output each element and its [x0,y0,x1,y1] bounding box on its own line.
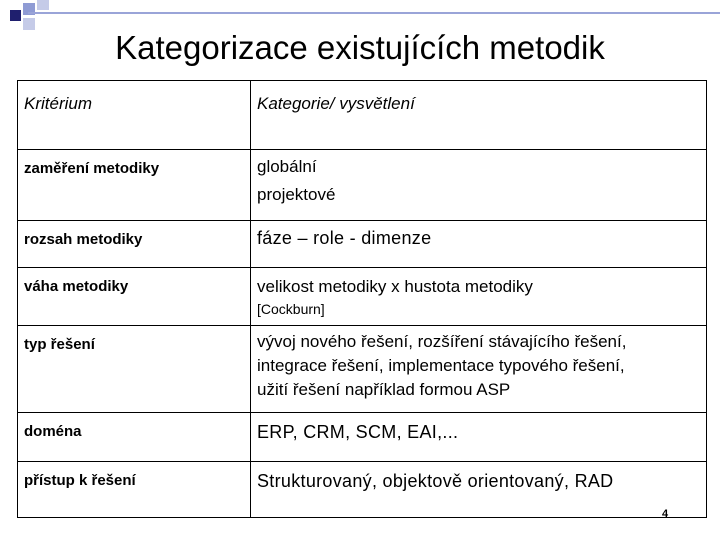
table-row [18,221,707,268]
criterion-label: rozsah metodiky [24,231,143,248]
table-row [18,268,707,326]
category-line: ERP, CRM, SCM, EAI,... [257,422,459,442]
header-criterion: Kritérium [18,81,251,150]
criterion-cell [18,462,251,518]
table-header-row [18,81,707,150]
criterion-label: typ řešení [24,336,95,353]
table-row [18,462,707,518]
category-note: [Cockburn] [257,301,325,317]
header-category: Kategorie/ vysvětlení [251,81,707,150]
category-line: užití řešení například formou ASP [257,380,511,399]
category-line: velikost metodiky x hustota metodiky [257,277,533,296]
category-cell [251,150,707,221]
criterion-label: přístup k řešení [24,472,136,489]
category-cell [251,268,707,326]
criterion-cell [18,268,251,326]
criterion-label: doména [24,423,82,440]
category-line: fáze – role - dimenze [257,228,432,248]
category-cell [251,462,707,518]
header-rule [28,12,720,14]
page-number: 4 [662,508,669,520]
category-line: projektové [257,185,336,204]
decor-square-dark [10,10,21,21]
criteria-table [17,80,707,518]
slide-title: Kategorizace existujících metodik [115,29,605,66]
category-cell [251,326,707,413]
category-line: integrace řešení, implementace typového řešení, [257,356,625,375]
category-line: vývoj nového řešení, rozšíření stávajícího řešení, [257,332,627,351]
decor-square-light [37,0,49,10]
criterion-cell [18,150,251,221]
criterion-label: váha metodiky [24,278,129,295]
criterion-cell [18,326,251,413]
category-line: globální [257,157,317,176]
category-line: Strukturovaný, objektově orientovaný, RAD [257,471,614,491]
table-row [18,150,707,221]
category-cell [251,221,707,268]
criterion-cell [18,413,251,462]
table-row [18,413,707,462]
criterion-cell [18,221,251,268]
criterion-label: zaměření metodiky [24,160,160,177]
category-cell [251,413,707,462]
table-row [18,326,707,413]
